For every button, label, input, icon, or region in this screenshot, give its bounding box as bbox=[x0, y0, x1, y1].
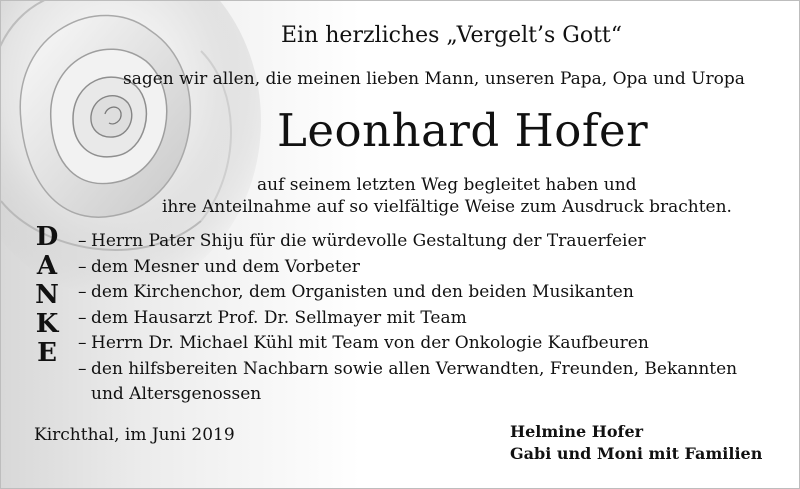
danke-letter: E bbox=[37, 338, 57, 368]
thanks-list bbox=[78, 229, 737, 408]
signature-line: Helmine Hofer bbox=[510, 422, 644, 441]
middle-text-line: auf seinem letzten Weg begleitet haben und bbox=[257, 175, 637, 195]
list-item-continuation bbox=[78, 382, 737, 408]
list-item-text: den hilfsbereiten Nachbarn sowie allen Verwandten, Freunden, Bekannten bbox=[91, 358, 738, 379]
danke-letter: N bbox=[35, 280, 59, 310]
list-item-text: dem Kirchenchor, dem Organisten und den beiden Musikanten bbox=[91, 282, 634, 302]
danke-vertical bbox=[32, 223, 62, 368]
dash: – bbox=[78, 231, 87, 251]
list-item bbox=[78, 255, 737, 281]
list-item bbox=[78, 357, 737, 383]
list-item bbox=[78, 306, 737, 332]
dash: – bbox=[78, 358, 87, 379]
list-item-text: Herrn Pater Shiju für die würdevolle Gestaltung der Trauerfeier bbox=[91, 231, 646, 251]
signature-line: Gabi und Moni mit Familien bbox=[510, 444, 763, 463]
list-item bbox=[78, 280, 737, 306]
list-item-text: dem Hausarzt Prof. Dr. Sellmayer mit Team bbox=[91, 307, 467, 328]
dash: – bbox=[78, 333, 87, 353]
danke-letter: D bbox=[35, 222, 59, 252]
dash: – bbox=[78, 256, 87, 277]
danke-letter: K bbox=[35, 309, 59, 339]
signature-block bbox=[510, 421, 762, 465]
dash: – bbox=[78, 282, 87, 302]
list-item bbox=[78, 229, 737, 255]
heading: Ein herzliches „Vergelt’s Gott“ bbox=[281, 23, 623, 48]
list-item-text: und Altersgenossen bbox=[91, 384, 262, 404]
dash: – bbox=[78, 307, 87, 328]
intro-text: sagen wir allen, die meinen lieben Mann, unseren Papa, Opa und Uropa bbox=[123, 69, 745, 89]
place-date: Kirchthal, im Juni 2019 bbox=[34, 425, 235, 445]
list-item-text: dem Mesner und dem Vorbeter bbox=[91, 256, 360, 277]
middle-text-line: ihre Anteilnahme auf so vielfältige Weise zum Ausdruck brachten. bbox=[162, 197, 732, 217]
deceased-name: Leonhard Hofer bbox=[277, 104, 649, 157]
list-item bbox=[78, 331, 737, 357]
list-item-text: Herrn Dr. Michael Kühl mit Team von der Onkologie Kaufbeuren bbox=[91, 333, 649, 353]
danke-letter: A bbox=[36, 251, 58, 281]
